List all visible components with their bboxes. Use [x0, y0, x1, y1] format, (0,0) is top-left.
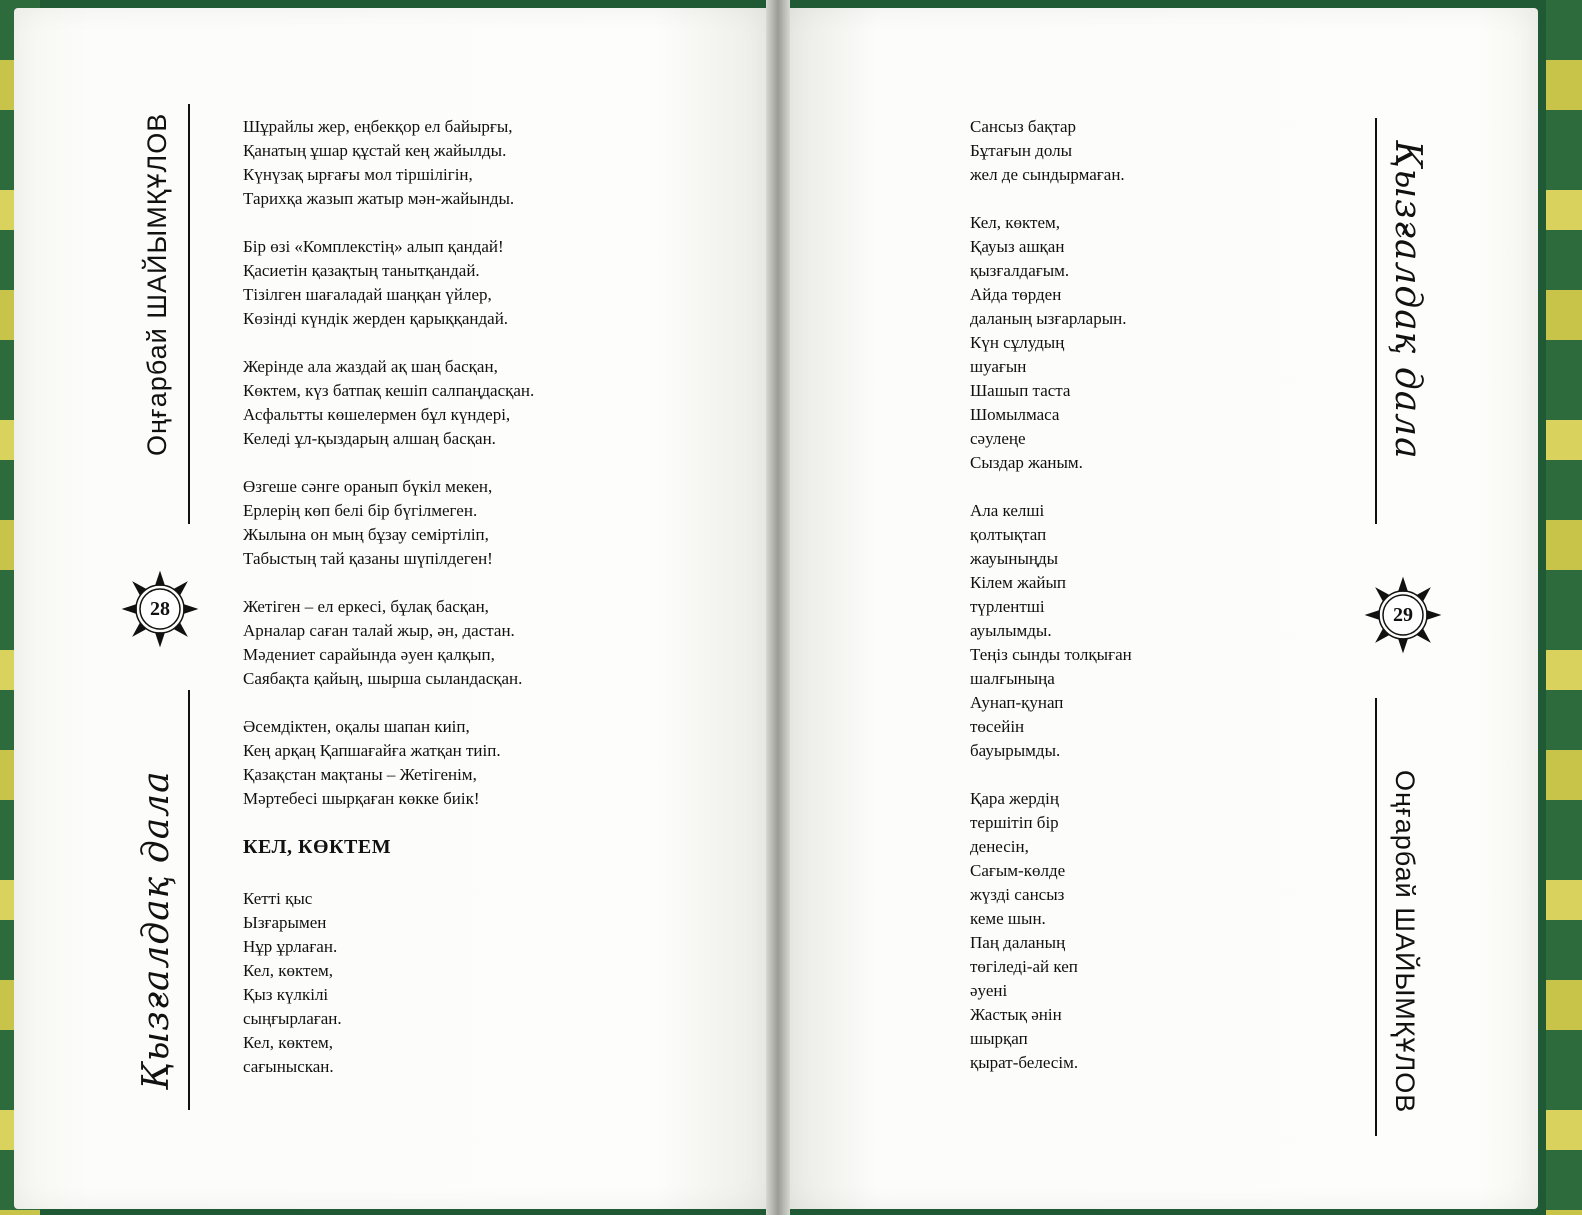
poem-line: түрлентші: [970, 597, 1045, 616]
right-book-title-running-head: Қызғалдақ дала: [1387, 140, 1428, 460]
poem-line: Сыздар жаным.: [970, 453, 1083, 472]
poem-line: Қауыз ашқан: [970, 237, 1065, 256]
poem-line: Өзгеше сәнге оранып бүкіл мекен,: [243, 477, 493, 496]
poem-line: Жетіген – ел еркесі, бұлақ басқан,: [243, 597, 489, 616]
stanza: [243, 115, 534, 211]
poem-line: Теңіз сынды толқыған: [970, 645, 1132, 664]
poem-line: Нұр ұрлаған.: [243, 937, 338, 956]
poem-line: Әсемдіктен, оқалы шапан киіп,: [243, 717, 470, 736]
poem-line: Келеді ұл-қыздарың алшаң басқан.: [243, 429, 496, 448]
poem-line: Шұрайлы жер, еңбекқор ел байырғы,: [243, 117, 513, 136]
poem-line: Күнүзақ ырғағы мол тіршілігін,: [243, 165, 473, 184]
poem-line: қолтықтап: [970, 525, 1047, 544]
stanza: [243, 715, 534, 811]
poem-line: Күн сұлудың: [970, 333, 1065, 352]
right-page-number-badge: [1364, 576, 1442, 654]
poem-line: төгіледі-ай кеп: [970, 957, 1078, 976]
poem-line: Қара жердің: [970, 789, 1059, 808]
poem-line: тершітіп бір: [970, 813, 1059, 832]
stanza: [243, 235, 534, 331]
poem-line: Қанатың ұшар құстай кең жайылды.: [243, 141, 507, 160]
poem-line: Арналар саған талай жыр, ән, дастан.: [243, 621, 515, 640]
poem-line: Бір өзі «Комплекстің» алып қандай!: [243, 237, 504, 256]
poem-line: Кілем жайып: [970, 573, 1067, 592]
book-cover-edge-right: [1546, 0, 1582, 1215]
poem-line: әуені: [970, 981, 1008, 1000]
poem-line: Сансыз бақтар: [970, 117, 1077, 136]
poem-line: Кел, көктем,: [243, 1033, 333, 1052]
book-gutter: [766, 0, 790, 1215]
stanza: [970, 499, 1132, 763]
poem-line: шырқап: [970, 1029, 1028, 1048]
stanza: [970, 211, 1132, 475]
poem-line: Шашып таста: [970, 381, 1071, 400]
poem-line: Бұтағын долы: [970, 141, 1073, 160]
left-author-running-head: Оңғарбай ШАЙЫМҚҰЛОВ: [142, 112, 172, 456]
poem-line: Кетті қыс: [243, 889, 313, 908]
stanza: [243, 595, 534, 691]
poem-line: Аунап-қунап: [970, 693, 1064, 712]
poem-line: жел де сындырмаған.: [970, 165, 1125, 184]
poem-line: бауырымды.: [970, 741, 1061, 760]
poem-line: ауылымды.: [970, 621, 1052, 640]
poem-line: кеме шын.: [970, 909, 1046, 928]
poem-line: Паң даланың: [970, 933, 1066, 952]
poem-line: Кең арқаң Қапшағайға жатқан тиіп.: [243, 741, 501, 760]
poem-line: қызғалдағым.: [970, 261, 1070, 280]
poem-line: шуағын: [970, 357, 1027, 376]
poem-line: Қазақстан мақтаны – Жетігенім,: [243, 765, 477, 784]
right-author-running-head: Оңғарбай ШАЙЫМҚҰЛОВ: [1390, 770, 1420, 1114]
left-book-title-running-head: Қызғалдақ дала: [136, 770, 177, 1090]
poem-line: төсейін: [970, 717, 1025, 736]
poem-line: жауыныңды: [970, 549, 1059, 568]
poem-line: Ерлерің көп белі бір бүгілмеген.: [243, 501, 478, 520]
stanza: [243, 475, 534, 571]
stanza: [970, 787, 1132, 1075]
poem-line: шалғыныңа: [970, 669, 1055, 688]
poem-line: жүзді сансыз: [970, 885, 1065, 904]
poem-line: сыңғырлаған.: [243, 1009, 342, 1028]
poem-line: қырат-белесім.: [970, 1053, 1079, 1072]
right-page-number: 29: [1393, 604, 1413, 626]
left-poem-block: [243, 115, 534, 1103]
poem-line: Сағым-көлде: [970, 861, 1066, 880]
poem-line: сағыныскан.: [243, 1057, 334, 1076]
poem-line: Жылына он мың бұзау семіртіліп,: [243, 525, 489, 544]
poem-line: Ызғарымен: [243, 913, 327, 932]
stanza: [970, 115, 1132, 187]
left-page-number-badge: [121, 570, 199, 648]
poem-line: Тарихқа жазып жатыр мән-жайынды.: [243, 189, 515, 208]
poem-line: Табыстың тай қазаны шүпілдеген!: [243, 549, 493, 568]
poem-line: Жерінде ала жаздай ақ шаң басқан,: [243, 357, 498, 376]
poem-line: денесін,: [970, 837, 1029, 856]
poem-line: Айда төрден: [970, 285, 1062, 304]
stanza: [243, 355, 534, 451]
poem-line: Асфальтты көшелермен бұл күндері,: [243, 405, 511, 424]
poem-line: Мәдениет сарайында әуен қалқып,: [243, 645, 495, 664]
poem-line: Шомылмаса: [970, 405, 1060, 424]
poem-line: Ала келші: [970, 501, 1045, 520]
poem-line: Жастық әнін: [970, 1005, 1062, 1024]
poem-line: сәулеңе: [970, 429, 1026, 448]
stanza: [243, 887, 534, 1079]
poem-line: Көктем, күз батпақ кешіп салпаңдасқан.: [243, 381, 535, 400]
poem-line: Қасиетін қазақтың танытқандай.: [243, 261, 480, 280]
poem-line: Кел, көктем,: [970, 213, 1060, 232]
poem-line: Мәртебесі шырқаған көкке биік!: [243, 789, 480, 808]
poem-line: даланың ызғарларын.: [970, 309, 1127, 328]
right-poem-block: [970, 115, 1132, 1099]
poem-line: Көзінді күндік жерден қарыққандай.: [243, 309, 509, 328]
left-page-number: 28: [150, 598, 170, 620]
poem-line: Саябақта қайың, шырша сыландасқан.: [243, 669, 523, 688]
poem-line: Қыз күлкілі: [243, 985, 329, 1004]
poem-section-title: КЕЛ, КӨКТЕМ: [243, 836, 392, 858]
poem-line: Тізілген шағаладай шаңқан үйлер,: [243, 285, 492, 304]
poem-line: Кел, көктем,: [243, 961, 333, 980]
